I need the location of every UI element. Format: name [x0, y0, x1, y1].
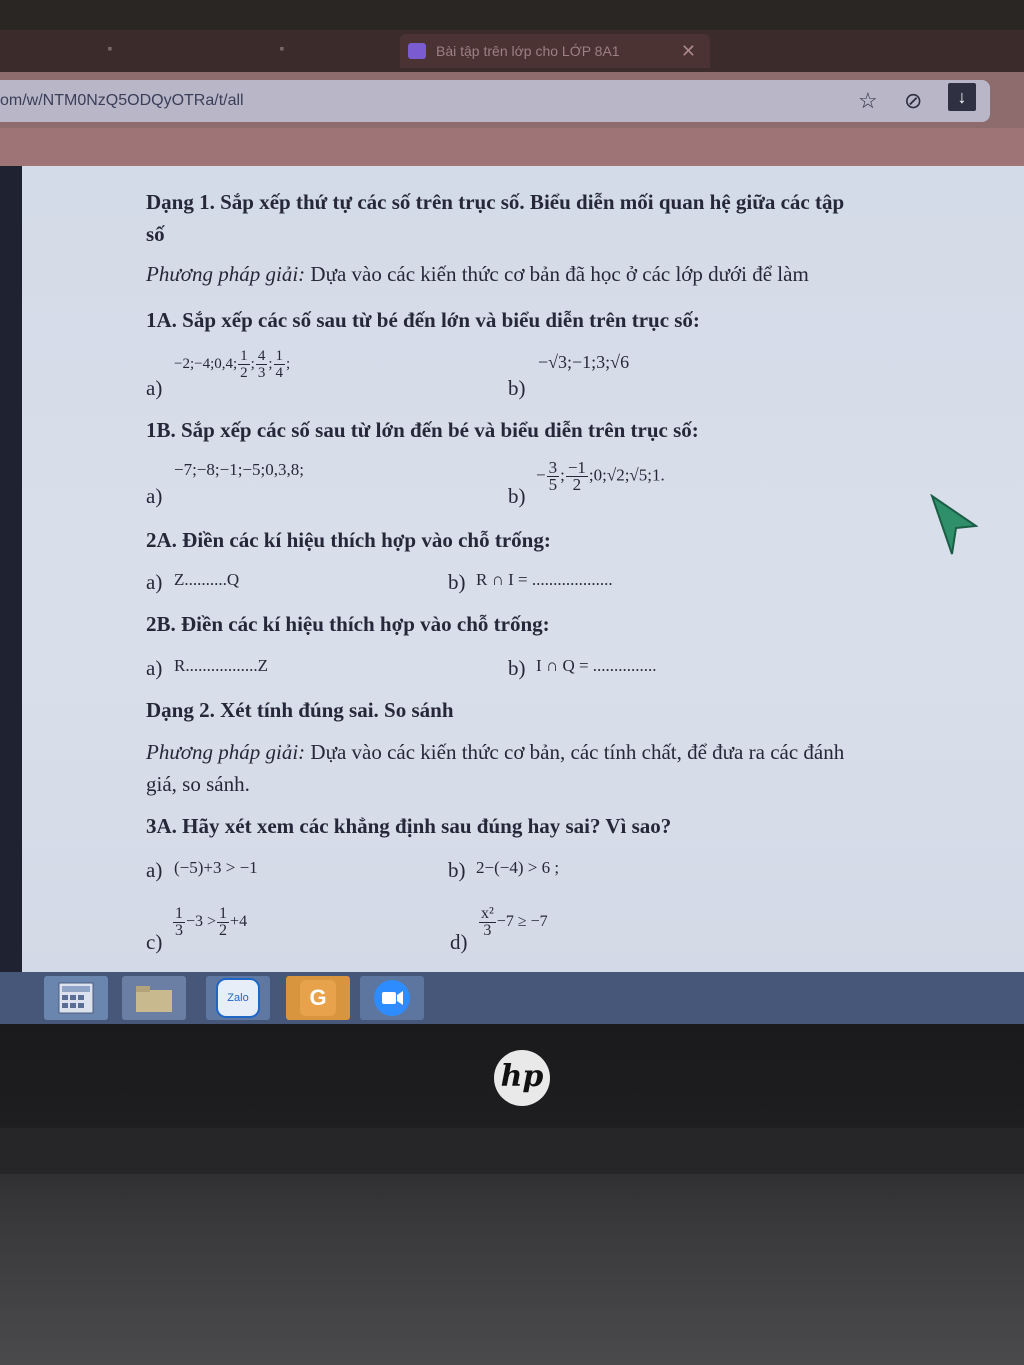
url-text: om/w/NTM0NzQ5ODQyOTRa/t/all: [0, 92, 244, 109]
tab-strip-icon[interactable]: ▪: [279, 40, 285, 56]
close-tab-icon[interactable]: ✕: [680, 40, 696, 61]
address-bar-area: [0, 72, 1024, 128]
q2a-a-label: a): [146, 570, 163, 594]
q1a-a-expression: −2;−4;0,4; $\frac{1}{2}$ ; $\frac{4}{3}$ ; $\frac{1}{4}$ ;: [174, 348, 291, 381]
q3a-c-expression: $\frac{1}{3}$ −3 > $\frac{1}{2}$ +4: [175, 905, 248, 939]
folder-icon: [134, 982, 174, 1014]
question-1b: [146, 418, 699, 443]
q3a-b-label: b): [448, 858, 466, 882]
tab-title: Bài tập trên lớp cho LỚP 8A1: [436, 43, 620, 59]
method-1: Phương pháp giải: Dựa vào các kiến thức cơ bản đã học ở các lớp dưới để làm: [146, 262, 809, 286]
q1a-a-label: a): [146, 376, 163, 400]
q2b-b-label: b): [508, 656, 526, 680]
browser-tab[interactable]: [400, 34, 710, 68]
section-1-title: Dạng 1. Sắp xếp thứ tự các số trên trục số. Biểu diễn mối quan hệ giữa các tập: [146, 190, 845, 214]
q2b-a-expression: R.................Z: [174, 656, 268, 675]
q3a-d-label: d): [450, 930, 468, 954]
taskbar: [0, 972, 1024, 1024]
question-1b-text: 1B. Sắp xếp các số sau từ lớn đến bé và biểu diễn trên trục số:: [146, 418, 699, 442]
browser-tab-bar: [0, 30, 1024, 72]
q3a-a-label: a): [146, 858, 163, 882]
question-2b: [146, 612, 550, 637]
q1a-b-expression: −√3;−1;3;√6: [538, 352, 630, 372]
calculator-taskbar-button[interactable]: [44, 976, 108, 1020]
grammarly-taskbar-button[interactable]: [286, 976, 350, 1020]
question-1a: [146, 308, 700, 333]
q1b-a-expression: −7;−8;−1;−5;0,3,8;: [174, 460, 304, 479]
tab-strip-icon[interactable]: ▪: [107, 40, 113, 56]
shield-icon[interactable]: ⊘: [904, 88, 923, 113]
section-1-title-cont: số: [146, 222, 165, 246]
section-2-title: Dạng 2. Xét tính đúng sai. So sánh: [146, 698, 454, 722]
q3a-b-expression: 2−(−4) > 6 ;: [476, 858, 560, 877]
page-header-band: [0, 128, 1024, 166]
method-2: Phương pháp giải: Dựa vào các kiến thức cơ bản, các tính chất, để đưa ra các đánh: [146, 740, 845, 764]
question-2a: [146, 528, 551, 553]
window-left-edge: [0, 166, 22, 972]
question-3a: [146, 814, 671, 839]
q2a-b-label: b): [448, 570, 466, 594]
q3a-c-label: c): [146, 930, 163, 954]
q3a-d-expression: $\frac{\text{x²}}{3}$ −7 ≥ −7: [481, 905, 548, 939]
q1a-b-label: b): [508, 376, 526, 400]
q2b-a-label: a): [146, 656, 163, 680]
app-g-icon: G: [300, 980, 336, 1016]
zalo-taskbar-button[interactable]: [206, 976, 270, 1020]
video-camera-icon: [372, 978, 412, 1018]
q1b-b-label: b): [508, 484, 526, 508]
laptop-hinge: [0, 1128, 1024, 1174]
q1b-b-expression: − $\frac{3}{5}$ ; $\frac{-1}{2}$ ;0;√2;√5;1.: [536, 458, 665, 494]
zalo-icon: Zalo: [216, 978, 260, 1018]
q2a-b-expression: R ∩ I = ...................: [476, 570, 613, 589]
hp-logo-icon: hp: [494, 1050, 550, 1106]
question-2a-text: 2A. Điền các kí hiệu thích hợp vào chỗ trống:: [146, 528, 551, 552]
q1b-a-label: a): [146, 484, 163, 508]
q2b-b-expression: I ∩ Q = ...............: [536, 656, 657, 675]
screen-bezel-top: [0, 0, 1024, 30]
method-2-cont: giá, so sánh.: [146, 772, 250, 796]
mouse-cursor-icon: [930, 494, 978, 556]
classroom-favicon-icon: [408, 43, 426, 59]
question-3a-text: 3A. Hãy xét xem các khẳng định sau đúng hay sai? Vì sao?: [146, 814, 672, 838]
document-page: [22, 166, 1024, 972]
zoom-taskbar-button[interactable]: [360, 976, 424, 1020]
star-icon[interactable]: ☆: [858, 88, 878, 113]
q3a-a-expression: (−5)+3 > −1: [174, 858, 258, 877]
url-field[interactable]: [0, 80, 990, 122]
download-icon[interactable]: ↓: [948, 83, 976, 111]
question-2b-text: 2B. Điền các kí hiệu thích hợp vào chỗ trống:: [146, 612, 550, 636]
q2a-a-expression: Z..........Q: [174, 570, 240, 589]
file-explorer-taskbar-button[interactable]: [122, 976, 186, 1020]
calculator-icon: [58, 982, 94, 1014]
question-1a-text: 1A. Sắp xếp các số sau từ bé đến lớn và biểu diễn trên trục số:: [146, 308, 700, 332]
